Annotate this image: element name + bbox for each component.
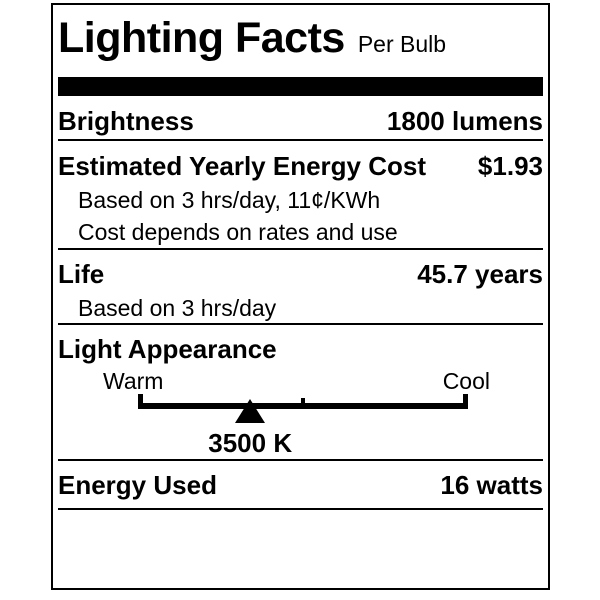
divider: [58, 323, 543, 325]
label-title: Lighting Facts: [58, 14, 345, 62]
header-separator-bar: [58, 77, 543, 96]
label-header: [58, 14, 543, 72]
scale-mid-tick: [301, 398, 305, 409]
energy-cost-note-disclaimer: Cost depends on rates and use: [78, 219, 398, 245]
brightness-label: Brightness: [58, 106, 194, 136]
energy-cost-note-basis: Based on 3 hrs/day, 11¢/KWh: [78, 187, 381, 213]
divider: [58, 508, 543, 510]
divider: [58, 248, 543, 250]
color-temperature-scale: [138, 394, 468, 424]
warm-label: Warm: [103, 368, 164, 394]
energy-cost-value: $1.93: [477, 151, 543, 181]
lighting-facts-label: [51, 3, 550, 590]
color-temperature-marker-icon: [235, 399, 265, 423]
kelvin-row: [138, 428, 468, 458]
warm-cool-labels: [103, 368, 490, 394]
per-unit-text: Per Bulb: [357, 31, 447, 57]
divider: [58, 139, 543, 141]
energy-used-label: Energy Used: [58, 470, 217, 500]
light-appearance-row: [58, 334, 543, 364]
kelvin-value: 3500 K: [208, 428, 293, 458]
energy-cost-row: [58, 151, 543, 181]
life-value: 45.7 years: [417, 259, 543, 289]
cool-label: Cool: [442, 368, 490, 394]
life-row: [58, 259, 543, 289]
scale-end-tick-cool: [463, 394, 468, 409]
divider: [58, 459, 543, 461]
light-appearance-label: Light Appearance: [58, 334, 277, 364]
brightness-value: 1800 lumens: [386, 106, 543, 136]
brightness-row: [58, 106, 543, 136]
energy-cost-label: Estimated Yearly Energy Cost: [58, 151, 427, 181]
life-label: Life: [58, 259, 105, 289]
energy-used-value: 16 watts: [440, 470, 543, 500]
life-note-basis: Based on 3 hrs/day: [78, 295, 277, 321]
energy-used-row: [58, 470, 543, 500]
